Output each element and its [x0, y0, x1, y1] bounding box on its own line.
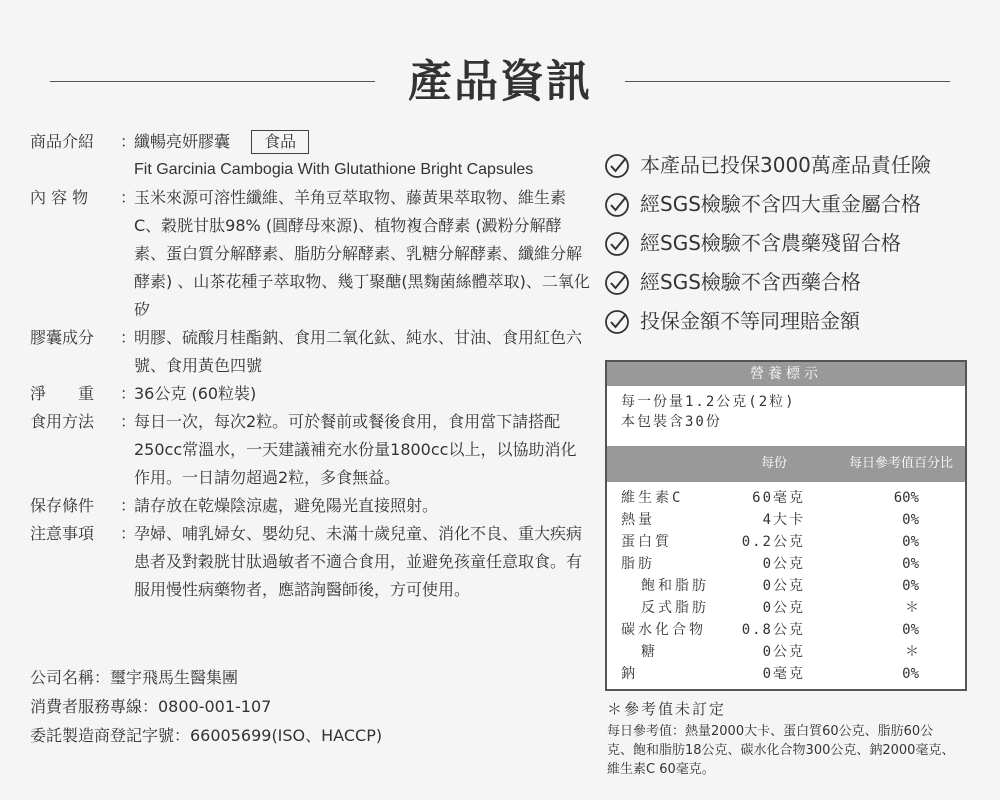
daily-reference-note: 每日參考值：熱量2000大卡、蛋白質60公克、脂肪60公克、飽和脂肪18公克、碳水化合物300公克、鈉2000毫克、維生素C 60毫克。 [607, 724, 955, 777]
usage-value: 每日一次，每次2粒。可於餐前或餐後食用，食用當下請搭配 250cc常溫水，一天建議補充水份量1800cc以上，以協助消化作用。一日請勿超過2粒，多食無益。 [134, 412, 577, 487]
nutrient-name: 糖 [641, 644, 658, 660]
check-text: 經SGS檢驗不含農藥殘留合格 [640, 231, 901, 255]
nutrient-amount: 0.8公克 [741, 622, 805, 638]
nutrient-daily-value: 60% [893, 490, 919, 506]
nutrient-amount: 0公克 [762, 644, 805, 660]
nutrition-rows [607, 482, 965, 685]
nutrient-amount: 0.2公克 [741, 534, 805, 550]
capsule-value: 明膠、硫酸月桂酯鈉、食用二氧化鈦、純水、甘油、食用紅色六號、食用黃色四號 [134, 328, 583, 375]
nutrient-name: 熱量 [621, 512, 655, 528]
weight-value: 36公克 (60粒裝) [134, 384, 257, 403]
nutrient-name: 碳水化合物 [621, 622, 706, 638]
product-info [30, 128, 590, 604]
nutrition-row [607, 531, 965, 553]
nutrient-amount: 0毫克 [762, 666, 805, 682]
storage-value: 請存放在乾燥陰涼處，避免陽光直接照射。 [134, 496, 439, 515]
food-tag: 食品 [251, 130, 309, 154]
check-circle-icon [604, 309, 630, 335]
contents-value: 玉米來源可溶性纖維、羊角豆萃取物、藤黃果萃取物、維生素C、穀胱甘肽98% (圓酵母來源)、植物複合酵素 (澱粉分解酵素、蛋白質分解酵素、脂肪分解酵素、乳糖分解酵素、纖維分解酵素) 、山茶花種子萃取物、幾丁聚醣(黑麴菌絲體萃取)、二氧化矽 [134, 188, 590, 319]
check-item [604, 224, 931, 263]
serving-size: 每一份量1.2公克(2粒) [621, 394, 796, 410]
certification-list [604, 146, 931, 341]
nutrition-row [607, 641, 965, 663]
notice-value: 孕婦、哺乳婦女、嬰幼兒、未滿十歲兒童、消化不良、重大疾病患者及對穀胱甘肽過敏者不適合食用，並避免孩童任意取食。有服用慢性病藥物者，應諮詢醫師後，方可使用。 [134, 524, 583, 599]
nutrient-amount: 0公克 [762, 600, 805, 616]
check-item [604, 185, 931, 224]
nutrient-daily-value: 0% [902, 622, 919, 638]
nutrient-daily-value: ＊ [905, 644, 919, 660]
nutrition-row [607, 575, 965, 597]
contents-row: 內 容 物 ： 玉米來源可溶性纖維、羊角豆萃取物、藤黃果萃取物、維生素C、穀胱甘肽98% (圓酵母來源)、植物複合酵素 (澱粉分解酵素、蛋白質分解酵素、脂肪分解酵素、乳糖分解酵素、纖維分解酵素) 、山茶花種子萃取物、幾丁聚醣(黑麴菌絲體萃取)、二氧化矽 [30, 184, 590, 324]
nutrient-daily-value: 0% [902, 666, 919, 682]
registration-number: 委託製造商登記字號：66005699(ISO、HACCP) [30, 726, 383, 745]
nutrition-title: 營養標示 [607, 362, 965, 386]
col-daily-value: 每日參考值百分比 [848, 456, 953, 471]
reference-not-set-note: ＊參考值未訂定 [607, 700, 727, 718]
capsule-label: 膠囊成分 [30, 328, 95, 347]
company-info [30, 663, 382, 750]
product-english-name: Fit Garcinia Cambogia With Glutathione Bright Capsules [134, 161, 534, 178]
storage-row: 保存條件 ： 請存放在乾燥陰涼處，避免陽光直接照射。 [30, 492, 590, 520]
nutrition-row [607, 619, 965, 641]
nutrition-column-header [607, 446, 965, 482]
check-text: 經SGS檢驗不含四大重金屬合格 [640, 192, 921, 216]
page-title: 產品資訊 [408, 56, 592, 107]
nutrient-daily-value: 0% [902, 512, 919, 528]
nutrition-row [607, 509, 965, 531]
col-per-serving: 每份 [761, 456, 788, 471]
check-circle-icon [604, 153, 630, 179]
usage-row: 食用方法 ： 每日一次，每次2粒。可於餐前或餐後食用，食用當下請搭配 250cc常溫水，一天建議補充水份量1800cc以上，以協助消化作用。一日請勿超過2粒，多食無益。 [30, 408, 590, 492]
nutrient-daily-value: ＊ [905, 600, 919, 616]
serving-info [607, 386, 965, 446]
nutrition-row [607, 663, 965, 685]
nutrient-name: 脂肪 [621, 556, 655, 572]
check-circle-icon [604, 231, 630, 257]
product-name-row: 商品介紹 ： 纖暢亮妍膠囊 食品 Fit Garcinia Cambogia With Glutathione Bright Capsules [30, 128, 590, 184]
check-item [604, 146, 931, 185]
service-hotline: 消費者服務專線：0800-001-107 [30, 697, 272, 716]
nutrient-name: 反式脂肪 [641, 600, 709, 616]
nutrient-name: 飽和脂肪 [641, 578, 709, 594]
product-name: 纖暢亮妍膠囊 [134, 132, 231, 151]
nutrient-amount: 60毫克 [752, 490, 805, 506]
nutrient-name: 維生素C [621, 490, 684, 506]
title-rule-right [625, 81, 950, 82]
notice-row: 注意事項 ： 孕婦、哺乳婦女、嬰幼兒、未滿十歲兒童、消化不良、重大疾病患者及對穀胱甘肽過敏者不適合食用，並避免孩童任意取食。有服用慢性病藥物者，應諮詢醫師後，方可使用。 [30, 520, 590, 604]
check-circle-icon [604, 192, 630, 218]
title-rule-left [50, 81, 375, 82]
nutrient-daily-value: 0% [902, 578, 919, 594]
nutrition-table [605, 360, 967, 691]
nutrition-row [607, 597, 965, 619]
product-name-label: 商品介紹 [30, 132, 95, 151]
usage-label: 食用方法 [30, 412, 95, 431]
weight-row: 淨 重 ： 36公克 (60粒裝) [30, 380, 590, 408]
check-text: 經SGS檢驗不含西藥合格 [640, 270, 861, 294]
nutrient-amount: 0公克 [762, 578, 805, 594]
notice-label: 注意事項 [30, 524, 95, 543]
nutrition-row [607, 553, 965, 575]
nutrient-amount: 0公克 [762, 556, 805, 572]
check-item [604, 263, 931, 302]
nutrient-daily-value: 0% [902, 534, 919, 550]
nutrition-row [607, 487, 965, 509]
nutrient-name: 蛋白質 [621, 534, 672, 550]
check-text: 投保金額不等同理賠金額 [640, 309, 860, 333]
nutrient-daily-value: 0% [902, 556, 919, 572]
capsule-row: 膠囊成分 ： 明膠、硫酸月桂酯鈉、食用二氧化鈦、純水、甘油、食用紅色六號、食用黃色四號 [30, 324, 590, 380]
check-item [604, 302, 931, 341]
servings-per-package: 本包裝含30份 [621, 414, 722, 430]
check-text: 本產品已投保3000萬產品責任險 [640, 153, 931, 177]
storage-label: 保存條件 [30, 496, 95, 515]
nutrient-name: 鈉 [621, 666, 638, 682]
contents-label: 內 容 物 [30, 188, 89, 207]
weight-label: 淨 重 [30, 384, 95, 403]
check-circle-icon [604, 270, 630, 296]
company-name: 公司名稱：璽宇飛馬生醫集團 [30, 668, 239, 687]
nutrient-amount: 4大卡 [762, 512, 805, 528]
